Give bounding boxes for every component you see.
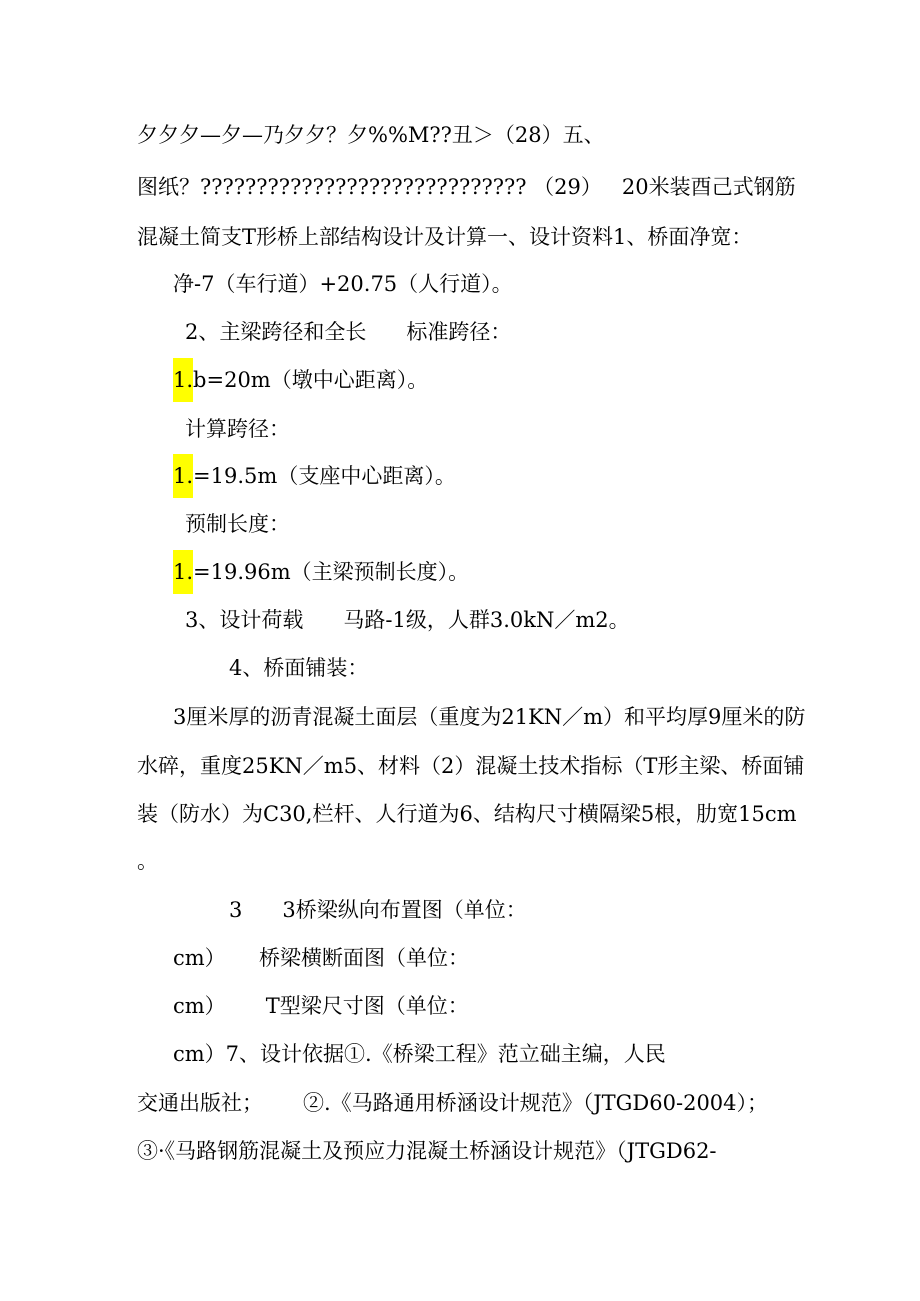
text-line-11: 3、设计荷载 马路-1级，人群3.0kN／m2。 (185, 608, 630, 632)
text-line-17: 3 3桥梁纵向布置图（单位： (229, 898, 527, 922)
text-line-3: 混凝土简支T形桥上部结构设计及计算一、设计资料1、桥面净宽： (137, 225, 753, 249)
text-line-10 (173, 558, 469, 594)
text-line-10-content: =19.96m（主梁预制长度）。 (193, 560, 470, 584)
text-line-8 (173, 462, 456, 498)
text-line-13: 3厘米厚的沥青混凝土面层（重度为21KN／m）和平均厚9厘米的防 (173, 705, 806, 729)
text-line-21: 交通出版社； ②.《马路通用桥涵设计规范》（JTGD60-2004）； (137, 1091, 769, 1115)
text-line-19: cm） T型梁尺寸图（单位： (173, 994, 469, 1018)
text-line-16: 。 (137, 849, 158, 873)
highlight-marker: 1. (173, 550, 193, 594)
text-line-6-content: b=20m（墩中心距离）。 (193, 368, 429, 392)
text-line-9: 预制长度： (185, 512, 290, 536)
text-line-1: 夕夕夕—夕—乃夕夕？夕%%M??丑＞（28）五、 (137, 123, 605, 147)
text-line-20: cm）7、设计依据①.《桥梁工程》范立础主编，人民 (173, 1042, 666, 1066)
text-line-6 (173, 366, 428, 402)
text-line-8-content: =19.5m（支座中心距离）。 (193, 464, 456, 488)
highlight-marker: 1. (173, 454, 193, 498)
text-line-5: 2、主梁跨径和全长 标准跨径： (185, 320, 512, 344)
text-line-12: 4、桥面铺装： (229, 656, 369, 680)
text-line-2: 图纸？????????????????????????????? （29） 20米装酉己式钢筋 (137, 175, 796, 199)
text-line-18: cm） 桥梁横断面图（单位： (173, 946, 470, 970)
text-line-7: 计算跨径： (185, 417, 290, 441)
text-line-22: ③·《马路钢筋混凝土及预应力混凝土桥涵设计规范》（JTGD62- (137, 1139, 717, 1163)
text-line-15: 装（防水）为C30,栏杆、人行道为6、结构尺寸横隔梁5根，肋宽15cm (137, 802, 797, 826)
text-line-4: 净-7（车行道）+20.75（人行道）。 (173, 272, 513, 296)
text-line-14: 水碎，重度25KN／m5、材料（2）混凝土技术指标（T形主梁、桥面铺 (137, 754, 805, 778)
highlight-marker: 1. (173, 358, 193, 402)
